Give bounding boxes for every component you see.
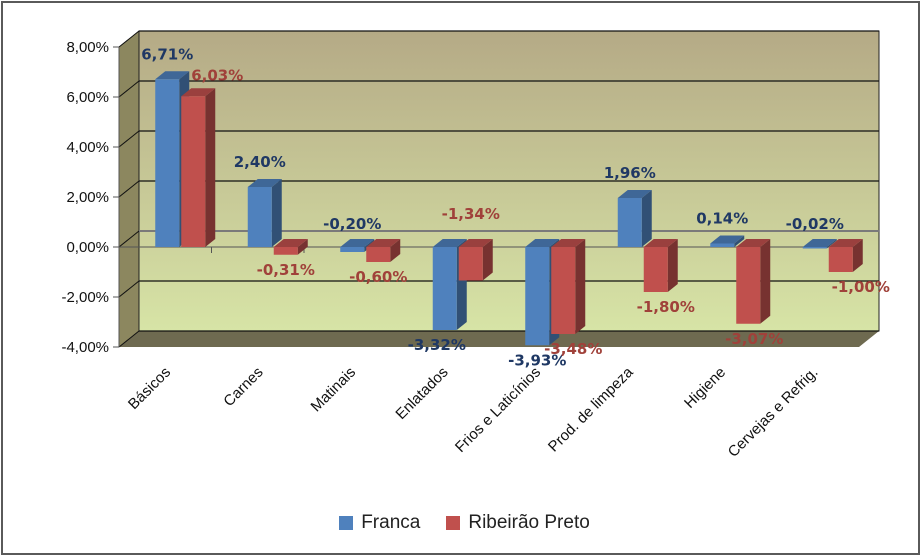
bar-front [644, 247, 668, 292]
legend-item-franca [339, 512, 420, 534]
bar-ribeirao-preto [551, 239, 585, 334]
bar-front [618, 198, 642, 247]
bar-front [366, 247, 390, 262]
legend-item-ribeirao-preto [446, 512, 589, 534]
bar-front [459, 247, 483, 281]
bar-ribeirao-preto [644, 239, 678, 292]
category-label: Frios e Laticínios [451, 363, 545, 457]
category-label: Carnes [220, 363, 267, 411]
bar-chart [3, 3, 922, 503]
bar-side [272, 179, 282, 247]
bar-side [575, 239, 585, 334]
data-label: -3,32% [407, 336, 466, 354]
category-label: Enlatados [392, 363, 452, 424]
legend-label-franca: Franca [361, 512, 421, 533]
bar-side [642, 190, 652, 247]
bar-front [433, 247, 457, 330]
bar-ribeirao-preto [829, 239, 863, 272]
data-label: -3,07% [725, 329, 784, 348]
data-label: -0,60% [349, 268, 408, 286]
bar-front [155, 79, 179, 247]
bar-side [205, 88, 215, 247]
bar-front [736, 247, 760, 324]
bar-front [803, 247, 827, 249]
data-label: 6,03% [191, 66, 244, 85]
bar-front [829, 247, 853, 272]
data-label: -0,20% [323, 215, 382, 233]
category-label: Matinais [307, 363, 360, 416]
y-tick-label: 2,00% [66, 189, 109, 206]
y-tick-label: 8,00% [66, 39, 109, 56]
bar-side [760, 239, 770, 324]
bar-front [525, 247, 549, 345]
legend-swatch-franca [339, 516, 353, 530]
bar-front [340, 247, 364, 252]
y-tick-label: -2,00% [61, 289, 109, 306]
chart-frame [1, 1, 920, 555]
y-tick-label: 0,00% [66, 239, 109, 256]
data-label: -1,80% [636, 298, 695, 316]
category-label: Higiene [681, 363, 730, 412]
bar-ribeirao-preto [736, 239, 770, 324]
data-label: -3,93% [508, 351, 567, 370]
y-tick-label: 4,00% [66, 139, 109, 156]
bar-side [668, 239, 678, 292]
category-label: Prod. de limpeza [544, 363, 637, 456]
bar-front [181, 96, 205, 247]
bar-front [710, 244, 734, 248]
data-label: 6,71% [141, 45, 194, 64]
bar-franca [618, 190, 652, 247]
bar-ribeirao-preto [181, 88, 215, 247]
data-label: -1,34% [441, 205, 500, 223]
data-label: -3,48% [544, 340, 603, 358]
bar-franca [248, 179, 282, 247]
data-label: -0,02% [785, 215, 844, 233]
bar-ribeirao-preto [459, 239, 493, 281]
bar-front [274, 247, 298, 255]
data-label: 1,96% [603, 164, 656, 182]
y-tick-label: -4,00% [61, 339, 109, 356]
y-tick-label: 6,00% [66, 89, 109, 106]
legend [3, 512, 923, 534]
data-label: 0,14% [696, 209, 749, 228]
legend-label-ribeirao-preto: Ribeirão Preto [468, 512, 590, 533]
bar-front [248, 187, 272, 247]
category-label: Cervejas e Refrig. [724, 363, 822, 461]
legend-swatch-ribeirao-preto [446, 516, 460, 530]
data-label: -0,31% [256, 260, 315, 279]
bar-front [551, 247, 575, 334]
data-label: 2,40% [233, 153, 286, 171]
data-label: -1,00% [831, 278, 890, 296]
category-label: Básicos [124, 363, 175, 413]
